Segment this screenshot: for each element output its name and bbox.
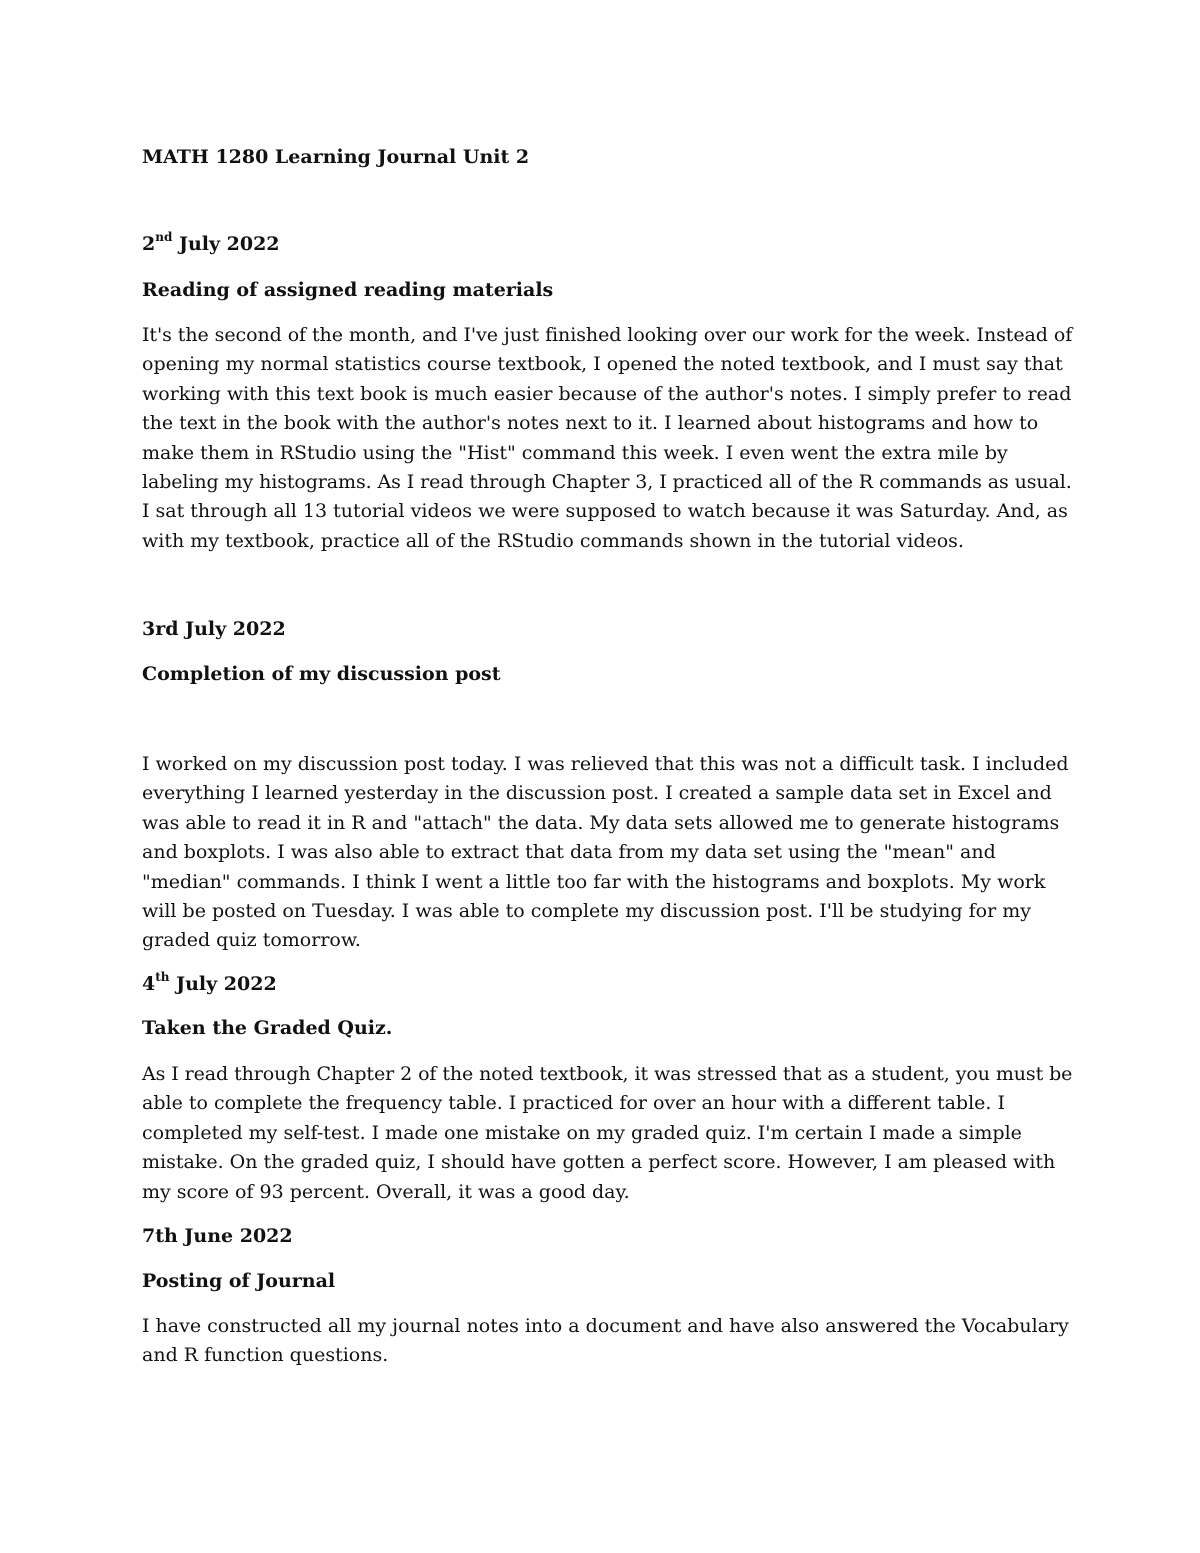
body-line: As I read through Chapter 2 of the noted textbook, it was stressed that as a student, you must be bbox=[142, 1063, 1073, 1085]
body-line: I sat through all 13 tutorial videos we were supposed to watch because it was Saturday. And, as bbox=[142, 500, 1068, 523]
entry-date-suffix: nd bbox=[155, 230, 173, 244]
body-line: I have constructed all my journal notes into a document and have also answered the Vocabulary bbox=[142, 1315, 1069, 1337]
body-line: opening my normal statistics course textbook, I opened the noted textbook, and I must say that bbox=[142, 353, 1063, 376]
entry-body bbox=[142, 1060, 1072, 1207]
entry-date-day: 3rd July 2022 bbox=[142, 618, 286, 640]
body-line: It's the second of the month, and I've just finished looking over our work for the week. Instead of bbox=[142, 324, 1073, 346]
entry-heading: Posting of Journal bbox=[142, 1270, 336, 1292]
body-line: able to complete the frequency table. I practiced for over an hour with a different table. I bbox=[142, 1092, 1005, 1115]
entry-date-day: 4 bbox=[142, 973, 156, 995]
body-line: mistake. On the graded quiz, I should have gotten a perfect score. However, I am pleased with bbox=[142, 1151, 1056, 1174]
body-line: make them in RStudio using the "Hist" command this week. I even went the extra mile by bbox=[142, 441, 1008, 464]
entry-date-rest: July 2022 bbox=[169, 973, 277, 995]
body-line: my score of 93 percent. Overall, it was a good day. bbox=[142, 1180, 630, 1203]
body-line: everything I learned yesterday in the discussion post. I created a sample data set in Excel and bbox=[142, 782, 1052, 805]
entry-date bbox=[142, 618, 286, 640]
entry-heading: Taken the Graded Quiz. bbox=[142, 1017, 393, 1039]
entry-body bbox=[142, 1312, 1072, 1371]
entry-date bbox=[142, 970, 277, 995]
body-line: the text in the book with the author's notes next to it. I learned about histograms and how to bbox=[142, 412, 1039, 435]
entry-body bbox=[142, 321, 1072, 556]
entry-date-day: 2 bbox=[142, 233, 156, 255]
document-title: MATH 1280 Learning Journal Unit 2 bbox=[142, 146, 530, 168]
body-line: with my textbook, practice all of the RStudio commands shown in the tutorial videos. bbox=[142, 529, 964, 552]
entry-heading: Completion of my discussion post bbox=[142, 663, 501, 685]
body-line: and boxplots. I was also able to extract that data from my data set using the "mean" and bbox=[142, 841, 996, 864]
body-line: was able to read it in R and "attach" the data. My data sets allowed me to generate histograms bbox=[142, 811, 1060, 834]
body-line: "median" commands. I think I went a little too far with the histograms and boxplots. My work bbox=[142, 870, 1046, 893]
entry-body bbox=[142, 750, 1072, 956]
body-line: and R function questions. bbox=[142, 1344, 389, 1367]
entry-date-day: 7th June 2022 bbox=[142, 1225, 293, 1247]
entry-heading: Reading of assigned reading materials bbox=[142, 279, 554, 301]
entry-date-rest: July 2022 bbox=[172, 233, 280, 255]
body-line: labeling my histograms. As I read through Chapter 3, I practiced all of the R commands as usual. bbox=[142, 471, 1072, 494]
entry-date-suffix: th bbox=[155, 970, 170, 984]
body-line: will be posted on Tuesday. I was able to complete my discussion post. I'll be studying for my bbox=[142, 900, 1031, 923]
body-line: working with this text book is much easier because of the author's notes. I simply prefer to read bbox=[142, 382, 1072, 405]
body-line: I worked on my discussion post today. I was relieved that this was not a difficult task. I included bbox=[142, 753, 1069, 775]
entry-date bbox=[142, 1225, 293, 1247]
body-line: completed my self-test. I made one mistake on my graded quiz. I'm certain I made a simple bbox=[142, 1121, 1022, 1144]
entry-date bbox=[142, 230, 280, 255]
body-line: graded quiz tomorrow. bbox=[142, 929, 361, 952]
